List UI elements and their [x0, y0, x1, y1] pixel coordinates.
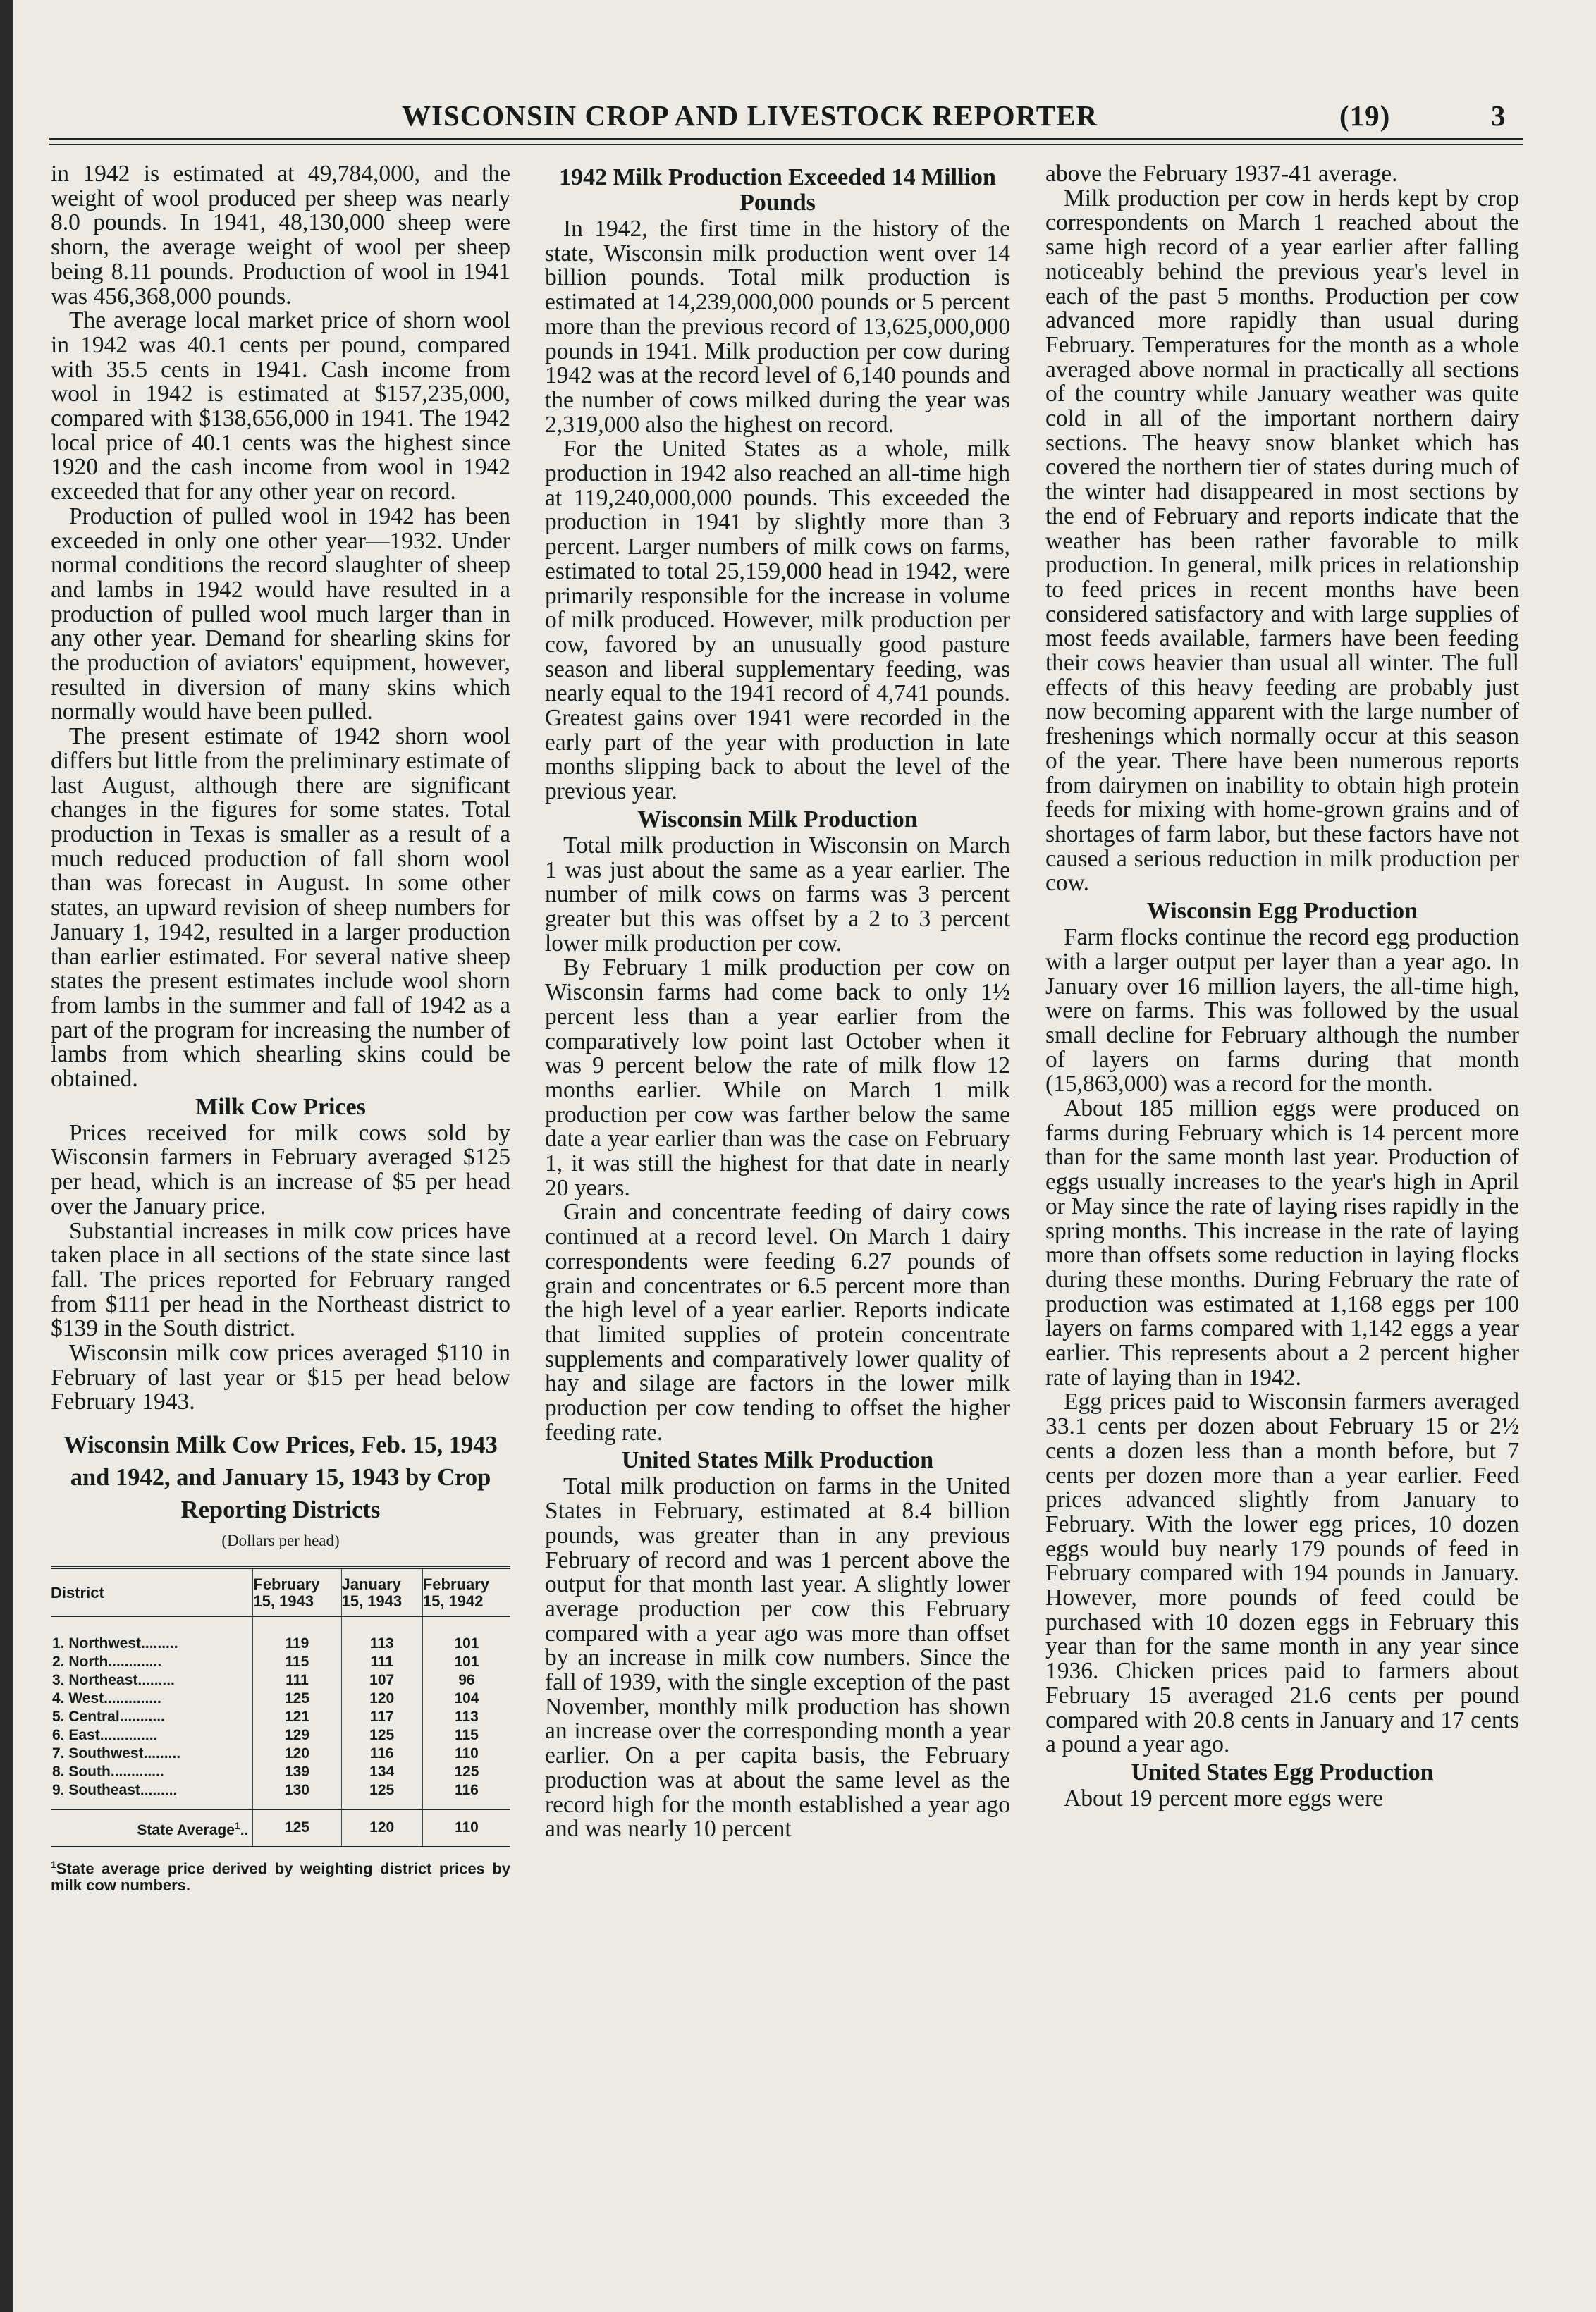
paragraph: In 1942, the first time in the history of the state, Wisconsin milk production went over 14 billion pounds. Total milk production is estimated at 14,239,000,000 pounds or 5 percent more than the previous record of 13,625,000,000 pounds in 1941. Milk production per cow during 1942 was at the record level of 6,140 pounds and the number of cows milked during the year was 2,319,000 also the highest on record. — [545, 216, 1010, 438]
paragraph: above the February 1937-41 average. — [1045, 161, 1398, 187]
column-right — [1045, 162, 1519, 1812]
column-left — [51, 162, 510, 1894]
paragraph: About 19 percent more eggs were — [1064, 1785, 1384, 1812]
value-cell: 119 — [253, 1616, 341, 1653]
paragraph: Milk production per cow in herds kept by crop correspondents on March 1 reached about the same high record of a year earlier after falling noticeably behind the previous year's level in each of the past 5 months. Production per cow advanced more rapidly than usual during February. Temperatures for the month as a whole averaged above normal in practically all sections of the country while January weather was quite cold in all of the important northern dairy sections. The heavy snow blanket which has covered the northern tier of states during much of the winter had disappeared in most sections by the end of February and reports indicate that the weather has been rather favorable to milk production. In general, milk prices in relationship to feed prices in recent months have been considered satisfactory and with large supplies of most feeds available, farmers have been feeding their cows heavier than usual all winter. The full effects of this heavy feeding are probably just now becoming apparent with the large number of freshenings which normally occur at this season of the year. There have been numerous reports from dairymen on inability to obtain high protein feeds for mixing with home-grown grains and of shortages of farm labor, but these factors have not caused a serious reduction in milk production per cow. — [1045, 185, 1519, 897]
value-cell: 121 — [253, 1708, 341, 1726]
paragraph: Egg prices paid to Wisconsin farmers averaged 33.1 cents per dozen about February 15 or 2½ cents a dozen less than a month before, but 7 cents per dozen more than a year earlier. Feed prices advanced slightly from January to February. With the lower egg prices, 10 dozen eggs would buy nearly 179 pounds of feed in February compared with 194 pounds in January. However, more pounds of feed could be purchased with 10 dozen eggs in February this year than for the same month in any year since 1936. Chicken prices paid to farmers about February 15 averaged 21.6 cents per pound compared with 20.8 cents in January and 17 cents a pound a year ago. — [1045, 1389, 1519, 1758]
paragraph: The average local market price of shorn wool in 1942 was 40.1 cents per pound, compared with 35.5 cents in 1941. Cash income from wool in 1942 is estimated at $157,235,000, compared with $138,656,000 in 1941. The 1942 local price of 40.1 cents was the highest since 1920 and the cash income from wool in 1942 exceeded that for any other year on record. — [51, 307, 510, 505]
table-row — [51, 1708, 510, 1726]
page-header — [0, 99, 1596, 135]
value-cell: 139 — [253, 1763, 341, 1781]
publication-title: WISCONSIN CROP AND LIVESTOCK REPORTER — [402, 99, 1098, 132]
value-cell: 125 — [422, 1763, 510, 1781]
table-row — [51, 1726, 510, 1745]
paragraph: Wisconsin milk cow prices averaged $110 in February of last year or $15 per head below February 1943. — [51, 1340, 510, 1415]
table-row — [51, 1616, 510, 1653]
page-number: 3 — [1491, 99, 1506, 132]
table-title: Wisconsin Milk Cow Prices, Feb. 15, 1943 and 1942, and January 15, 1943 by Crop Reporting Districts — [63, 1432, 498, 1524]
total-label-cell: State Average$^1$.. — [51, 1809, 253, 1847]
section-heading: 1942 Milk Production Exceeded 14 Million Pounds — [559, 164, 996, 216]
milk-cow-prices-table — [51, 1566, 510, 1847]
section-heading: Milk Cow Prices — [195, 1093, 366, 1120]
paragraph: Production of pulled wool in 1942 has been exceeded in only one other year—1932. Under normal conditions the record slaughter of sheep and lambs in 1942 would have resulted in a production of pulled wool much larger than in any other year. Demand for shearling skins for the production of aviators' equipment, however, resulted in diversion of many skins which normally would have been pulled. — [51, 503, 510, 725]
table-row — [51, 1763, 510, 1781]
column-middle — [545, 162, 1010, 1842]
district-cell: 2. North............. — [52, 1653, 162, 1670]
district-cell: 7. Southwest......... — [52, 1745, 181, 1761]
table-row — [51, 1671, 510, 1690]
value-cell: 111 — [253, 1671, 341, 1690]
paragraph: Farm flocks continue the record egg production with a larger output per layer than a year ago. In January over 16 million layers, the all-time high, were on farms. This was followed by the usual small decline for February although the number of layers on farms during that month (15,863,000) was a record for the month. — [1045, 924, 1519, 1097]
value-cell: 134 — [341, 1763, 422, 1781]
section-heading: United States Egg Production — [1131, 1759, 1434, 1785]
table-row — [51, 1781, 510, 1809]
total-label: State Average — [137, 1821, 235, 1838]
table-row — [51, 1690, 510, 1708]
value-cell: 125 — [341, 1781, 422, 1809]
value-cell: 120 — [253, 1745, 341, 1763]
value-cell: 125 — [253, 1690, 341, 1708]
paragraph: Total milk production on farms in the United States in February, estimated at 8.4 billion pounds, was greater than in any previous February of record and was 1 percent above the output for that month last year. A slightly lower average production per cow this February compared with a year ago was more than offset by an increase in milk cow numbers. Since the fall of 1939, with the single exception of the past November, monthly milk production has shown an increase over the corresponding month a year earlier. On a per capita basis, the February production was at about the same level as the record high for the month established a year ago and was nearly 10 percent — [545, 1473, 1010, 1843]
value-cell: 101 — [422, 1653, 510, 1671]
value-cell: 113 — [341, 1616, 422, 1653]
paragraph: Prices received for milk cows sold by Wisconsin farmers in February averaged $125 per head, which is an increase of $5 per head over the January price. — [51, 1119, 510, 1219]
section-heading: United States Milk Production — [621, 1447, 934, 1474]
page-number-paren: (19) — [1339, 99, 1391, 132]
value-cell: 116 — [341, 1745, 422, 1763]
value-cell: 125 — [253, 1809, 341, 1847]
value-cell: 115 — [422, 1726, 510, 1745]
paragraph: For the United States as a whole, milk production in 1942 also reached an all-time high at 119,240,000,000 pounds. This exceeded the production in 1941 by slightly more than 3 percent. Larger numbers of milk cows on farms, estimated to total 25,159,000 head in 1942, were primarily responsible for the increase in volume of milk produced. However, milk production per cow, favored by an unusually good pasture season and liberal supplementary feeding, was nearly equal to the 1941 record of 4,741 pounds. Greatest gains over 1941 were recorded in the early part of the year with production in late months slipping back to about the level of the previous year. — [545, 436, 1010, 805]
value-cell: 120 — [341, 1809, 422, 1847]
value-cell: 130 — [253, 1781, 341, 1809]
table-total-row — [51, 1809, 510, 1847]
district-cell: 5. Central........... — [52, 1708, 165, 1725]
table-unit: (Dollars per head) — [221, 1532, 340, 1550]
table-footnote: $^1$State average price derived by weighting district prices by milk cow numbers. — [51, 1858, 510, 1895]
value-cell: 101 — [422, 1616, 510, 1653]
column-header-feb-1943: February 15, 1943 — [253, 1568, 341, 1616]
value-cell: 113 — [422, 1708, 510, 1726]
district-cell: 4. West.............. — [52, 1690, 161, 1707]
value-cell: 115 — [253, 1653, 341, 1671]
paragraph: Total milk production in Wisconsin on March 1 was just about the same as a year earlier. The number of milk cows on farms was 3 percent greater but this was offset by a 2 to 3 percent lower milk production per cow. — [545, 832, 1010, 957]
column-header-district: District — [51, 1568, 253, 1616]
district-cell: 8. South............. — [52, 1763, 164, 1780]
table-row — [51, 1745, 510, 1763]
paragraph: By February 1 milk production per cow on Wisconsin farms had come back to only 1½ percent less than a year earlier from the comparatively low point last October when it was 9 percent below the rate of milk flow 12 months earlier. While on March 1 milk production per cow was farther below the same date a year earlier than was the case on February 1, it was still the highest for that date in nearly 20 years. — [545, 954, 1010, 1201]
section-heading: Wisconsin Egg Production — [1146, 898, 1418, 925]
district-cell: 6. East.............. — [52, 1726, 158, 1743]
table-row — [51, 1653, 510, 1671]
value-cell: 116 — [422, 1781, 510, 1809]
value-cell: 117 — [341, 1708, 422, 1726]
paragraph: in 1942 is estimated at 49,784,000, and the weight of wool produced per sheep was nearly 8.0 pounds. In 1941, 48,130,000 sheep were shorn, the average weight of wool per sheep being 8.11 pounds. Production of wool in 1941 was 456,368,000 pounds. — [51, 161, 510, 309]
scan-binding-edge — [0, 0, 13, 2312]
footnote-text: State average price derived by weighting district prices by milk cow numbers. — [51, 1859, 510, 1895]
value-cell: 125 — [341, 1726, 422, 1745]
value-cell: 104 — [422, 1690, 510, 1708]
paragraph: Substantial increases in milk cow prices have taken place in all sections of the state since last fall. The prices reported for February ranged from $111 per head in the Northeast district to $139 in the South district. — [51, 1217, 510, 1342]
value-cell: 110 — [422, 1809, 510, 1847]
column-header-feb-1942: February 15, 1942 — [422, 1568, 510, 1616]
paragraph: Grain and concentrate feeding of dairy cows continued at a record level. On March 1 dairy correspondents were feeding 6.27 pounds of grain and concentrates or 6.5 percent more than the high level of a year earlier. Reports indicate that limited supplies of protein concentrate supplements and comparatively lower quality of hay and silage are factors in the lower milk production per cow tending to offset the higher feeding rate. — [545, 1199, 1010, 1446]
value-cell: 120 — [341, 1690, 422, 1708]
paragraph: About 185 million eggs were produced on farms during February which is 14 percent more than for the same month last year. Production of eggs usually increases to the year's high in April or May since the rate of laying rises rapidly in the spring months. This increase in the rate of laying more than offsets some reduction in laying flocks during these months. During February the rate of production was estimated at 1,168 eggs per 100 layers on farms compared with 1,142 eggs a year earlier. This represents about a 2 percent higher rate of laying than in 1942. — [1045, 1095, 1519, 1391]
value-cell: 129 — [253, 1726, 341, 1745]
value-cell: 107 — [341, 1671, 422, 1690]
district-cell: 1. Northwest......... — [52, 1635, 178, 1652]
value-cell: 111 — [341, 1653, 422, 1671]
district-cell: 9. Southeast......... — [52, 1781, 178, 1798]
header-rule — [49, 138, 1523, 145]
value-cell: 96 — [422, 1671, 510, 1690]
district-cell: 3. Northeast......... — [52, 1671, 175, 1688]
paragraph: The present estimate of 1942 shorn wool differs but little from the preliminary estimate of last August, although there are significant changes in the figures for some states. Total production in Texas is smaller as a result of a much reduced production of fall shorn wool than was forecast in August. In some other states, an upward revision of sheep numbers for January 1, 1942, resulted in a larger production than earlier estimated. For several native sheep states the present estimates include wool shorn from lambs in the summer and fall of 1942 as a part of the program for increasing the number of lambs from which shearling skins could be obtained. — [51, 723, 510, 1093]
section-heading: Wisconsin Milk Production — [637, 806, 918, 832]
value-cell: 110 — [422, 1745, 510, 1763]
column-header-jan-1943: January 15, 1943 — [341, 1568, 422, 1616]
